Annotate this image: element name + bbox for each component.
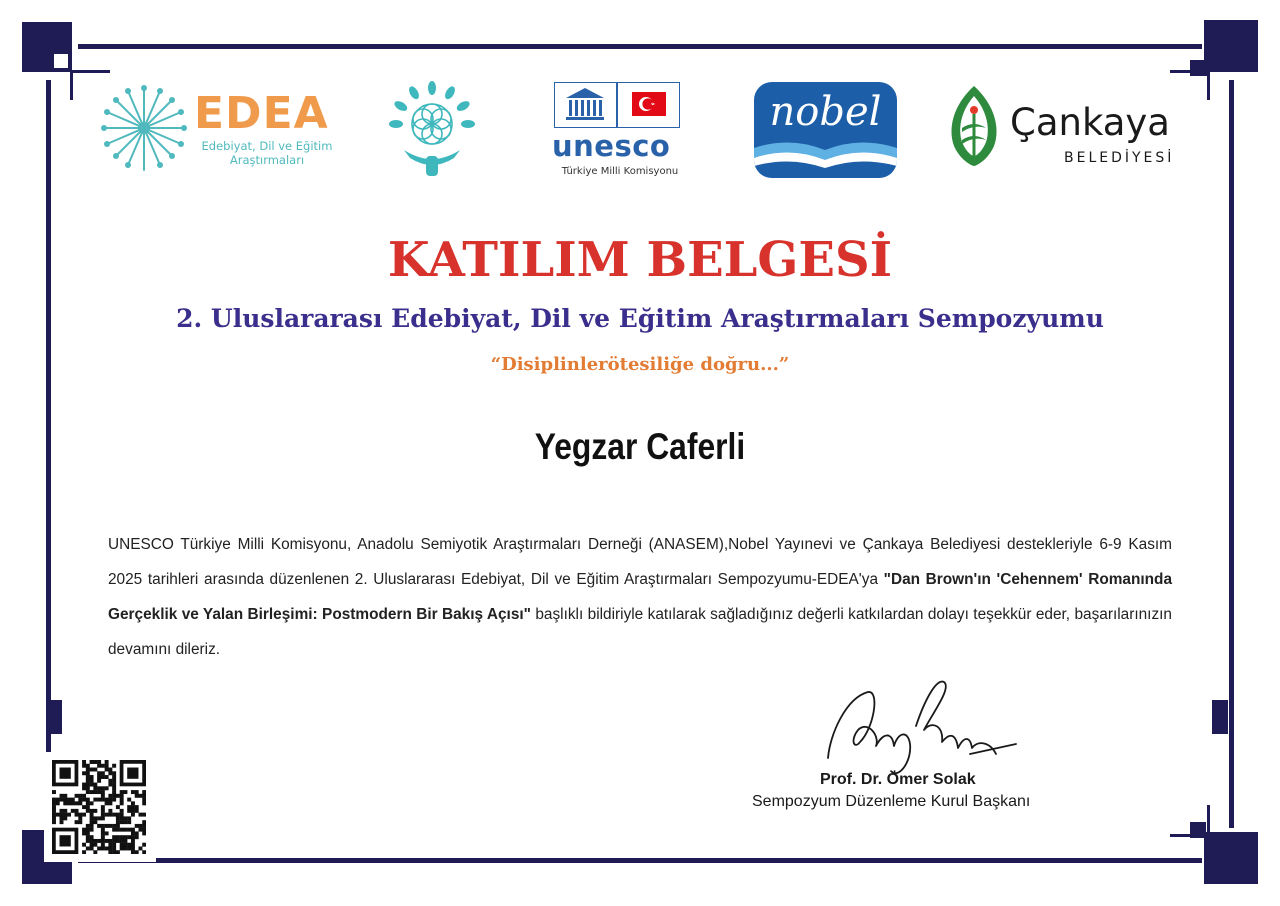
- body-intro: UNESCO Türkiye Milli Komisyonu, Anadolu Semiyotik Araştırmaları Derneği (ANASEM),Nobel Yayınevi ve Çankaya Belediyesi destekleriyle 6-9 Kasım 2025 tarihleri arasında düzenlenen 2. Uluslararası Edebiyat, Dil ve Eğitim Araştırmaları Sempozyumu-EDEA'ya: [108, 536, 1172, 589]
- dandelion-icon: [96, 80, 192, 176]
- recipient-name: Yegzar Caferli: [534, 426, 746, 467]
- paper-title: "Dan Brown'ın 'Cehennem' Romanında Gerçeklik ve Yalan Birleşimi: Postmodern Bir Bakış Açısı": [108, 571, 1173, 624]
- nobel-logo-text: nobel: [769, 89, 882, 135]
- logo-nobel: [754, 82, 897, 178]
- cankaya-logo-subtitle: BELEDİYESİ: [1064, 150, 1175, 166]
- unesco-temple-flag-icon: [554, 82, 680, 128]
- qr-code-container: [44, 752, 156, 862]
- qr-code[interactable]: [52, 760, 146, 854]
- edea-subtitle-line2: Araştırmaları: [229, 153, 305, 167]
- body-outro: başlıklı bildiriyle katılarak sağladığınız değerli katkılardan dolayı teşekkür eder, başarılarınızın devamını dileriz.: [108, 606, 1172, 659]
- unesco-logo-text: unesco: [552, 129, 671, 163]
- unesco-logo-subtitle: Türkiye Milli Komisyonu: [561, 166, 679, 177]
- cankaya-logo-text: Çankaya: [1010, 101, 1170, 144]
- leaf-icon: [946, 84, 1002, 168]
- symposium-name: 2. Uluslararası Edebiyat, Dil ve Eğitim Araştırmaları Sempozyumu: [176, 304, 1104, 333]
- open-book-wave-icon: [754, 134, 897, 178]
- certificate-title: KATILIM BELGESİ: [387, 232, 893, 288]
- edea-subtitle-line1: Edebiyat, Dil ve Eğitim: [201, 139, 333, 153]
- signatory-name: Prof. Dr. Ömer Solak: [820, 771, 976, 788]
- edea-logo-subtitle: [197, 139, 337, 167]
- signatory-role: Sempozyum Düzenleme Kurul Başkanı: [752, 793, 1031, 810]
- flower-of-life-icon: [384, 80, 480, 180]
- certificate-body: [108, 527, 1172, 667]
- edea-logo-text: EDEA: [194, 88, 329, 139]
- handwritten-signature: [820, 674, 1020, 778]
- symposium-motto: “Disiplinlerötesiliğe doğru...”: [490, 354, 790, 375]
